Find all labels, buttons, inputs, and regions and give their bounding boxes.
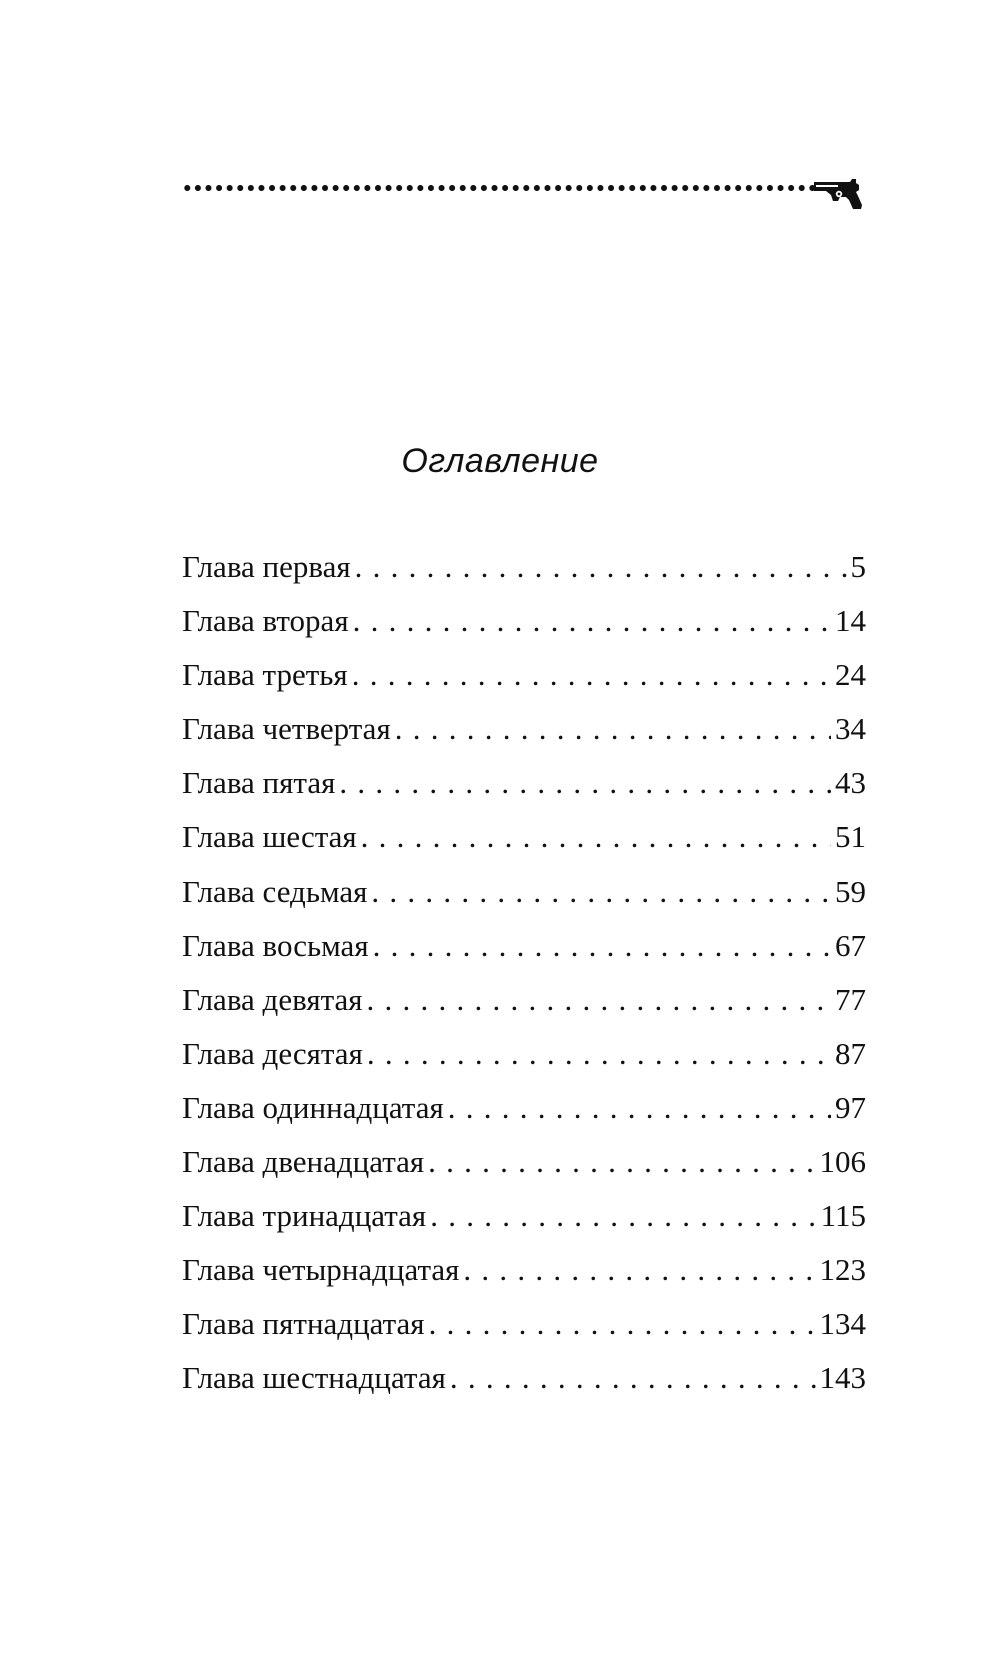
page-number: 123 [819, 1252, 866, 1288]
chapter-title: Глава тринадцатая [182, 1198, 427, 1234]
dotted-rule [182, 184, 818, 192]
dot-leader [448, 1081, 831, 1135]
dot-leader [367, 973, 831, 1027]
dot-leader [450, 1351, 816, 1405]
page-number: 87 [835, 1035, 866, 1071]
page-number: 43 [835, 765, 866, 801]
page-number: 24 [835, 657, 866, 693]
toc-entry[interactable] [182, 540, 866, 594]
page-number: 134 [819, 1306, 866, 1342]
dot-leader [429, 1297, 816, 1351]
page-number: 34 [835, 711, 866, 747]
toc-entry[interactable] [182, 919, 866, 973]
dot-leader [339, 756, 831, 810]
toc-entry[interactable] [182, 865, 866, 919]
toc-entry[interactable] [182, 594, 866, 648]
chapter-title: Глава одиннадцатая [182, 1089, 444, 1125]
dot-leader [367, 1027, 831, 1081]
toc-entry[interactable] [182, 1243, 866, 1297]
chapter-title: Глава первая [182, 549, 351, 584]
dot-leader [353, 594, 831, 648]
dot-leader [373, 919, 831, 973]
toc-entry[interactable] [182, 1297, 866, 1351]
toc-entry[interactable] [182, 973, 866, 1027]
page-number: 143 [819, 1360, 866, 1396]
dot-leader [371, 865, 831, 919]
revolver-icon [812, 174, 864, 214]
chapter-title: Глава двенадцатая [182, 1144, 425, 1180]
toc-entry[interactable] [182, 1351, 866, 1405]
dot-leader [463, 1243, 815, 1297]
chapter-title: Глава девятая [182, 981, 363, 1017]
dot-leader [430, 1189, 816, 1243]
header-ornament [182, 174, 872, 214]
toc-list [182, 540, 866, 1406]
toc-entry[interactable] [182, 1189, 866, 1243]
page-number: 14 [835, 603, 866, 639]
page-number: 106 [819, 1144, 866, 1180]
dot-leader [428, 1135, 815, 1189]
chapter-title: Глава шестнадцатая [182, 1360, 446, 1396]
toc-entry[interactable] [182, 810, 866, 864]
toc-entry[interactable] [182, 702, 866, 756]
toc-title: Оглавление [401, 442, 599, 480]
dot-leader [395, 702, 831, 756]
chapter-title: Глава седьмая [182, 873, 368, 909]
dot-leader [361, 810, 831, 864]
chapter-title: Глава шестая [182, 819, 357, 855]
page-number: 67 [835, 927, 866, 963]
toc-entry[interactable] [182, 1135, 866, 1189]
toc-entry[interactable] [182, 1027, 866, 1081]
chapter-title: Глава четырнадцатая [182, 1252, 460, 1288]
chapter-title: Глава четвертая [182, 711, 391, 747]
page-number: 51 [835, 819, 866, 855]
chapter-title: Глава пятнадцатая [182, 1306, 425, 1342]
page-number: 59 [835, 873, 866, 909]
dot-leader [352, 648, 831, 702]
toc-entry[interactable] [182, 648, 866, 702]
chapter-title: Глава восьмая [182, 927, 369, 963]
toc-entry[interactable] [182, 756, 866, 810]
page-number: 5 [850, 549, 866, 584]
chapter-title: Глава третья [182, 657, 348, 693]
chapter-title: Глава десятая [182, 1035, 363, 1071]
page-number: 115 [820, 1198, 866, 1234]
chapter-title: Глава пятая [182, 765, 336, 801]
page-number: 77 [835, 981, 866, 1017]
page-number: 97 [835, 1089, 866, 1125]
chapter-title: Глава вторая [182, 603, 349, 639]
toc-entry[interactable] [182, 1081, 866, 1135]
dot-leader [355, 540, 847, 594]
